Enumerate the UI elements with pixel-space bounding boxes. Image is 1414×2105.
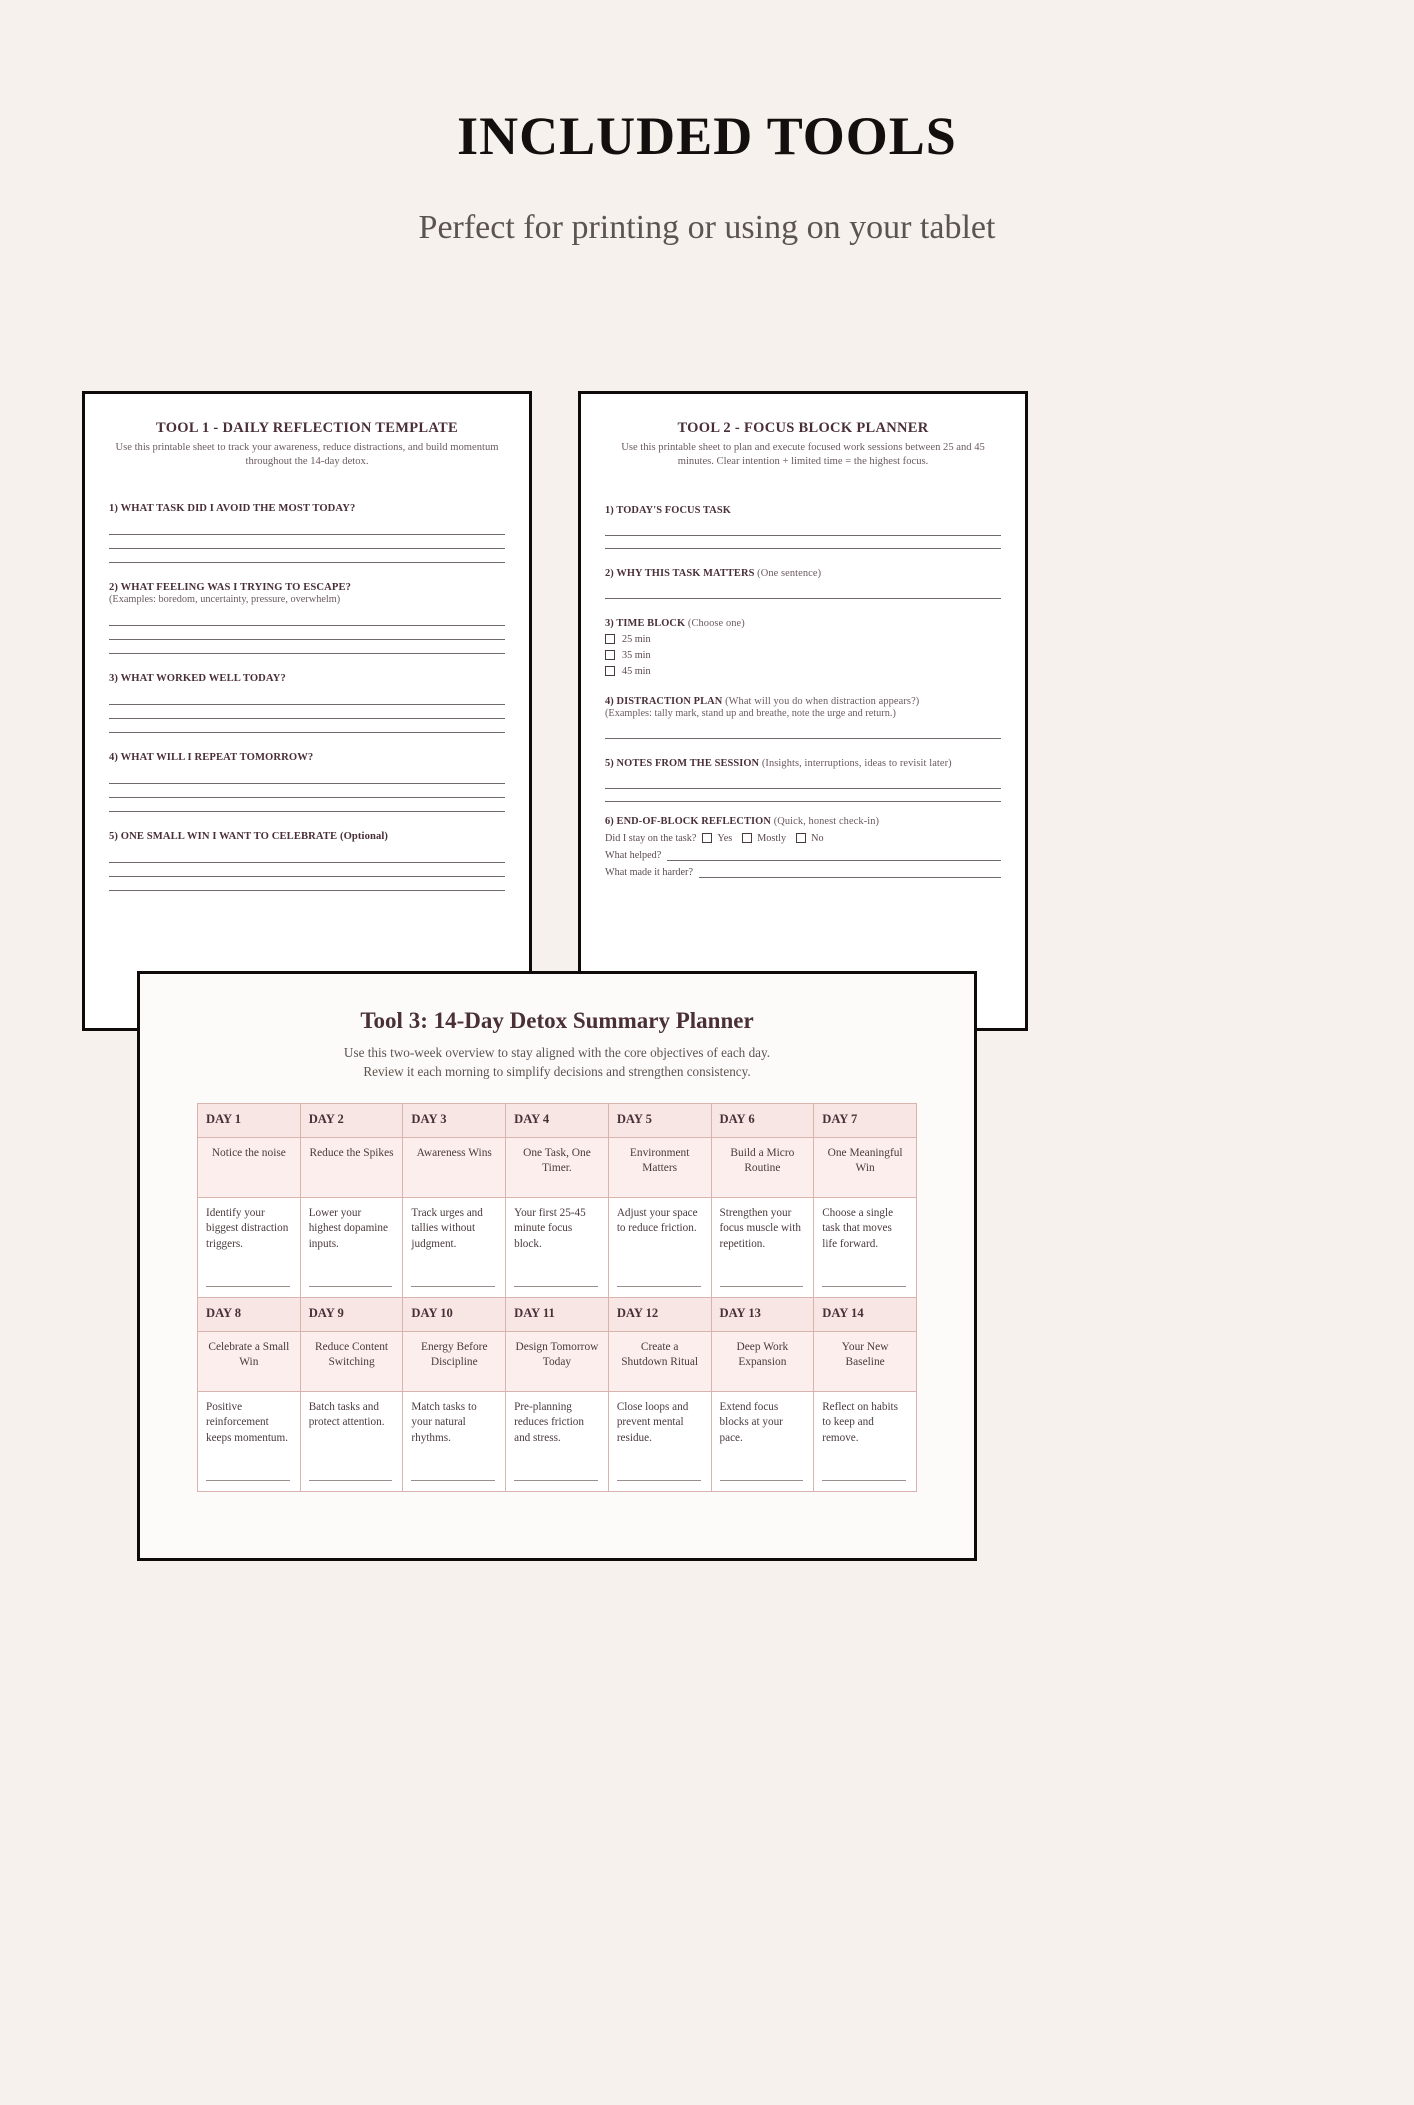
tool-2-subtitle: Use this printable sheet to plan and execute focused work sessions between 25 and 45 minutes. Clear intention + limited time = the highest focus.	[621, 442, 985, 467]
write-line[interactable]	[109, 640, 505, 654]
day-description-text: Track urges and tallies without judgment.	[411, 1207, 483, 1250]
time-block-option[interactable]	[605, 666, 1001, 677]
day-description-cell	[711, 1198, 814, 1298]
day-description-text: Adjust your space to reduce friction.	[616, 1207, 698, 1235]
day-header-cell: DAY 4	[506, 1104, 609, 1138]
write-line[interactable]	[109, 535, 505, 549]
write-line[interactable]	[605, 523, 1001, 536]
day-header-cell: DAY 9	[300, 1298, 403, 1332]
tool-3-subtitle	[140, 1043, 974, 1081]
stay-on-task-option[interactable]	[796, 833, 823, 844]
write-line[interactable]	[109, 770, 505, 784]
write-line[interactable]	[206, 1286, 290, 1287]
what-made-harder-line[interactable]	[699, 867, 1001, 878]
tool-1-answer-lines[interactable]	[109, 849, 505, 891]
q6-note: (Quick, honest check-in)	[773, 815, 880, 827]
tool-1-subtitle: Use this printable sheet to track your awareness, reduce distractions, and build momentum throughout the 14-day detox.	[115, 442, 499, 467]
tool-1-question-block	[109, 752, 505, 812]
write-line[interactable]	[109, 719, 505, 733]
day-description-cell	[300, 1198, 403, 1298]
what-made-harder-row[interactable]	[605, 867, 1001, 878]
write-line[interactable]	[109, 705, 505, 719]
q1-text: 1) TODAY'S FOCUS TASK	[605, 504, 731, 516]
time-block-option[interactable]	[605, 650, 1001, 661]
day-description-cell	[608, 1392, 711, 1492]
stay-on-task-row[interactable]	[605, 833, 1001, 844]
tool-3-subtitle-line-1: Use this two-week overview to stay aligned with the core objectives of each day.	[343, 1045, 771, 1060]
write-line[interactable]	[109, 626, 505, 640]
day-description-text: Your first 25-45 minute focus block.	[514, 1207, 586, 1250]
what-helped-line[interactable]	[667, 850, 1001, 861]
tool-2-q5-lines[interactable]	[605, 776, 1001, 802]
day-theme-cell: Reduce Content Switching	[300, 1332, 403, 1392]
write-line[interactable]	[109, 863, 505, 877]
checkbox-icon[interactable]	[605, 650, 615, 660]
write-line[interactable]	[109, 612, 505, 626]
tool-2-q4-hint: (Examples: tally mark, stand up and breathe, note the urge and return.)	[605, 707, 896, 719]
write-line[interactable]	[109, 691, 505, 705]
write-line[interactable]	[822, 1286, 906, 1287]
day-header-cell: DAY 2	[300, 1104, 403, 1138]
tool-2-q1-lines[interactable]	[605, 523, 1001, 549]
day-header-cell: DAY 7	[814, 1104, 917, 1138]
write-line[interactable]	[605, 726, 1001, 739]
day-description-cell	[608, 1198, 711, 1298]
day-header-cell: DAY 6	[711, 1104, 814, 1138]
write-line[interactable]	[109, 549, 505, 563]
day-description-cell	[711, 1392, 814, 1492]
day-description-cell	[814, 1392, 917, 1492]
tool-1-answer-lines[interactable]	[109, 521, 505, 563]
day-description-text: Lower your highest dopamine inputs.	[308, 1207, 388, 1250]
tool-1-question-label: 4) WHAT WILL I REPEAT TOMORROW?	[109, 751, 314, 763]
q4-note: (What will you do when distraction appears?)	[725, 695, 920, 707]
stay-on-task-option-label: No	[811, 832, 824, 844]
tool-2-q5-label	[605, 758, 1001, 769]
checkbox-icon[interactable]	[702, 833, 712, 843]
q2-note: (One sentence)	[757, 567, 822, 579]
write-line[interactable]	[514, 1480, 598, 1481]
tool-1-title: TOOL 1 - DAILY REFLECTION TEMPLATE	[155, 420, 458, 436]
day-theme-cell: Notice the noise	[198, 1138, 301, 1198]
write-line[interactable]	[309, 1480, 393, 1481]
tool-1-sheet	[82, 391, 532, 1031]
tool-1-question-label: 3) WHAT WORKED WELL TODAY?	[109, 672, 286, 684]
tool-1-question-label: 5) ONE SMALL WIN I WANT TO CELEBRATE (Optional)	[109, 830, 389, 842]
write-line[interactable]	[617, 1286, 701, 1287]
tool-1-question-label: 1) WHAT TASK DID I AVOID THE MOST TODAY?	[109, 502, 356, 514]
day-header-cell: DAY 12	[608, 1298, 711, 1332]
day-description-text: Positive reinforcement keeps momentum.	[206, 1401, 289, 1444]
q4-text: 4) DISTRACTION PLAN	[605, 695, 723, 707]
day-theme-cell: Energy Before Discipline	[403, 1332, 506, 1392]
day-description-text: Identify your biggest distraction triggers.	[206, 1207, 289, 1250]
day-description-cell	[506, 1198, 609, 1298]
table-row	[198, 1198, 917, 1298]
table-row	[198, 1298, 917, 1332]
day-description-cell	[198, 1392, 301, 1492]
tool-1-answer-lines[interactable]	[109, 770, 505, 812]
day-description-cell	[403, 1392, 506, 1492]
write-line[interactable]	[206, 1480, 290, 1481]
day-theme-cell: Reduce the Spikes	[300, 1138, 403, 1198]
day-theme-cell: Deep Work Expansion	[711, 1332, 814, 1392]
time-block-options[interactable]	[605, 634, 1001, 677]
write-line[interactable]	[822, 1480, 906, 1481]
write-line[interactable]	[720, 1480, 804, 1481]
time-block-option-label: 25 min	[622, 633, 651, 645]
what-helped-row[interactable]	[605, 850, 1001, 861]
detox-summary-table	[197, 1103, 917, 1492]
day-description-cell	[198, 1198, 301, 1298]
day-description-text: Match tasks to your natural rhythms.	[411, 1401, 477, 1444]
q5-text: 5) NOTES FROM THE SESSION	[605, 757, 760, 769]
day-theme-cell: Design Tomorrow Today	[506, 1332, 609, 1392]
day-description-text: Extend focus blocks at your pace.	[719, 1401, 783, 1444]
day-theme-cell: Environment Matters	[608, 1138, 711, 1198]
day-description-cell	[506, 1392, 609, 1492]
time-block-option[interactable]	[605, 634, 1001, 645]
day-theme-cell: Your New Baseline	[814, 1332, 917, 1392]
day-theme-cell: One Meaningful Win	[814, 1138, 917, 1198]
day-header-cell: DAY 10	[403, 1298, 506, 1332]
day-description-text: Choose a single task that moves life forward.	[822, 1207, 894, 1250]
tool-2-q2-lines[interactable]	[605, 586, 1001, 599]
write-line[interactable]	[605, 536, 1001, 549]
q3-text: 3) TIME BLOCK	[605, 617, 686, 629]
checkbox-icon[interactable]	[605, 666, 615, 676]
tool-2-q6-label	[605, 816, 1001, 827]
checkbox-icon[interactable]	[796, 833, 806, 843]
day-theme-cell: Build a Micro Routine	[711, 1138, 814, 1198]
stay-on-task-option-label: Mostly	[757, 832, 787, 844]
stay-on-task-option-label: Yes	[717, 832, 733, 844]
write-line[interactable]	[411, 1480, 495, 1481]
tool-3-sheet	[137, 971, 977, 1561]
write-line[interactable]	[617, 1480, 701, 1481]
tool-3-subtitle-line-2: Review it each morning to simplify decisions and strengthen consistency.	[363, 1064, 751, 1080]
write-line[interactable]	[109, 877, 505, 891]
tool-2-q1-label	[605, 505, 1001, 516]
q2-text: 2) WHY THIS TASK MATTERS	[605, 567, 755, 579]
write-line[interactable]	[309, 1286, 393, 1287]
tool-2-title: TOOL 2 - FOCUS BLOCK PLANNER	[677, 420, 929, 436]
time-block-option-label: 45 min	[622, 665, 651, 677]
day-theme-cell: Create a Shutdown Ritual	[608, 1332, 711, 1392]
time-block-option-label: 35 min	[622, 649, 651, 661]
day-header-cell: DAY 13	[711, 1298, 814, 1332]
write-line[interactable]	[411, 1286, 495, 1287]
tool-2-q2-label	[605, 568, 1001, 579]
checkbox-icon[interactable]	[605, 634, 615, 644]
table-row	[198, 1332, 917, 1392]
write-line[interactable]	[109, 798, 505, 812]
day-theme-cell: Celebrate a Small Win	[198, 1332, 301, 1392]
tool-1-question-block	[109, 582, 505, 654]
tool-2-q3-label	[605, 618, 1001, 629]
day-description-text: Strengthen your focus muscle with repetition.	[719, 1207, 801, 1250]
day-header-cell: DAY 8	[198, 1298, 301, 1332]
tool-1-question-block	[109, 831, 505, 891]
checkbox-icon[interactable]	[742, 833, 752, 843]
page-subtitle: Perfect for printing or using on your tablet	[418, 209, 996, 246]
q6-text: 6) END-OF-BLOCK REFLECTION	[605, 815, 771, 827]
write-line[interactable]	[109, 849, 505, 863]
day-theme-cell: Awareness Wins	[403, 1138, 506, 1198]
stay-on-task-option[interactable]	[702, 833, 732, 844]
what-helped-label: What helped?	[605, 849, 662, 861]
day-description-text: Batch tasks and protect attention.	[308, 1401, 385, 1429]
write-line[interactable]	[109, 784, 505, 798]
table-row	[198, 1138, 917, 1198]
tool-2-sheet	[578, 391, 1028, 1031]
day-header-cell: DAY 5	[608, 1104, 711, 1138]
tool-1-question-block	[109, 673, 505, 733]
day-description-text: Close loops and prevent mental residue.	[616, 1401, 689, 1444]
write-line[interactable]	[109, 521, 505, 535]
day-description-text: Pre-planning reduces friction and stress.	[514, 1401, 584, 1444]
stay-on-task-option[interactable]	[742, 833, 786, 844]
tool-1-answer-lines[interactable]	[109, 691, 505, 733]
table-row	[198, 1104, 917, 1138]
day-header-cell: DAY 14	[814, 1298, 917, 1332]
tool-3-title: Tool 3: 14-Day Detox Summary Planner	[360, 1008, 754, 1033]
day-description-cell	[814, 1198, 917, 1298]
write-line[interactable]	[514, 1286, 598, 1287]
day-description-cell	[403, 1198, 506, 1298]
day-theme-cell: One Task, One Timer.	[506, 1138, 609, 1198]
day-description-cell	[300, 1392, 403, 1492]
day-header-cell: DAY 3	[403, 1104, 506, 1138]
day-header-cell: DAY 1	[198, 1104, 301, 1138]
q5-note: (Insights, interruptions, ideas to revisit later)	[761, 757, 952, 769]
tool-2-q4-lines[interactable]	[605, 726, 1001, 739]
page-title: INCLUDED TOOLS	[457, 106, 957, 166]
day-header-cell: DAY 11	[506, 1298, 609, 1332]
tool-1-question-block	[109, 503, 505, 563]
write-line[interactable]	[605, 586, 1001, 599]
table-row	[198, 1392, 917, 1492]
write-line[interactable]	[605, 776, 1001, 789]
tool-1-answer-lines[interactable]	[109, 612, 505, 654]
write-line[interactable]	[605, 789, 1001, 802]
day-description-text: Reflect on habits to keep and remove.	[822, 1401, 899, 1444]
what-made-harder-label: What made it harder?	[605, 866, 693, 878]
tool-1-question-hint: (Examples: boredom, uncertainty, pressure, overwhelm)	[109, 593, 341, 605]
write-line[interactable]	[720, 1286, 804, 1287]
q3-note: (Choose one)	[687, 617, 745, 629]
tool-1-question-label: 2) WHAT FEELING WAS I TRYING TO ESCAPE?	[109, 581, 352, 593]
tool-2-q4-label	[605, 696, 1001, 707]
stay-on-task-label: Did I stay on the task?	[605, 832, 697, 844]
